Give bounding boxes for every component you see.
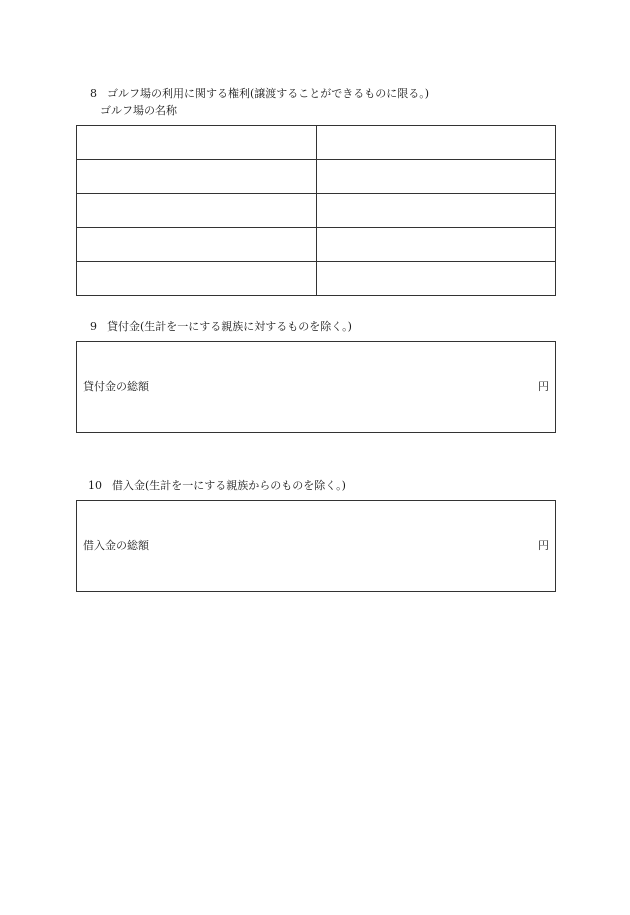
section-8-number: 8 [90,87,97,100]
golf-course-name-cell[interactable] [77,194,317,228]
golf-course-value-cell[interactable] [317,194,556,228]
borrowings-box[interactable] [76,500,556,592]
section-9-number: 9 [90,320,97,333]
table-row [77,126,556,160]
table-row [77,160,556,194]
section-10-heading [88,479,346,493]
golf-course-value-cell[interactable] [317,160,556,194]
section-9-heading [90,320,352,334]
golf-course-value-cell[interactable] [317,228,556,262]
golf-course-name-cell[interactable] [77,262,317,296]
section-8-title: ゴルフ場の利用に関する権利(譲渡することができるものに限る。) [107,87,430,100]
table-row [77,228,556,262]
table-row [77,262,556,296]
section-10-number: 10 [88,479,102,492]
golf-course-name-label: ゴルフ場の名称 [100,104,177,117]
golf-course-name-cell[interactable] [77,228,317,262]
yen-unit-label: 円 [538,539,549,552]
golf-course-value-cell[interactable] [317,126,556,160]
section-10-title: 借入金(生計を一にする親族からのものを除く。) [112,479,346,492]
golf-course-name-cell[interactable] [77,126,317,160]
table-row [77,194,556,228]
borrowings-total-label: 借入金の総額 [83,539,149,552]
section-9-title: 貸付金(生計を一にする親族に対するものを除く。) [107,320,352,333]
yen-unit-label: 円 [538,380,549,393]
loans-receivable-total-label: 貸付金の総額 [83,380,149,393]
golf-course-table [76,125,556,296]
loans-receivable-box[interactable] [76,341,556,433]
golf-course-name-cell[interactable] [77,160,317,194]
golf-course-value-cell[interactable] [317,262,556,296]
section-8-heading [90,87,429,101]
